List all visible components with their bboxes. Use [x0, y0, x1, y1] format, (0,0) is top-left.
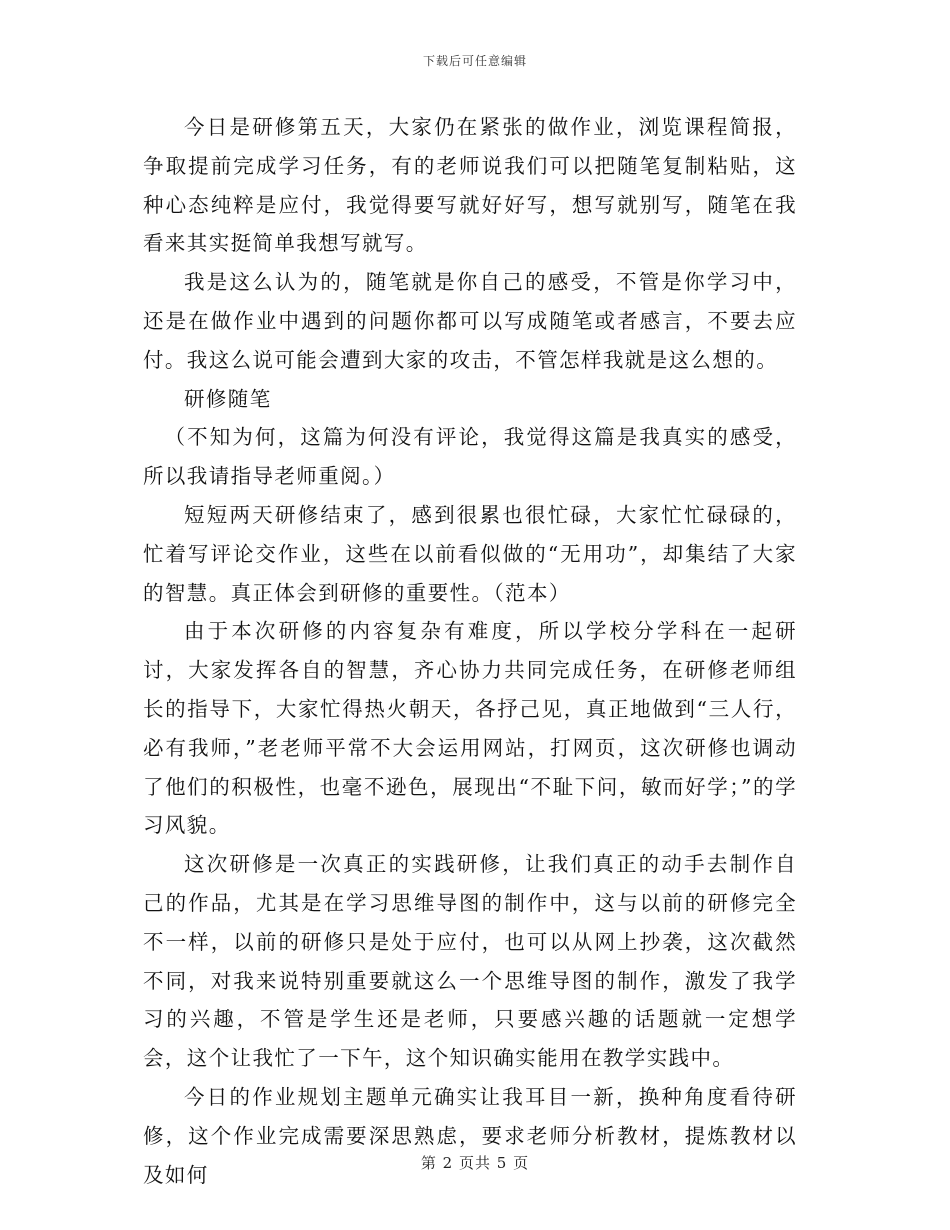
paragraph-5: 这次研修是一次真正的实践研修，让我们真正的动手去制作自己的作品，尤其是在学习思维导图的制作中，这与以前的研修完全不一样，以前的研修只是处于应付，也可以从网上抄袭，这次截然不同，对我来说特别重要就这么一个思维导图的制作，激发了我学习的兴趣，不管是学生还是老师，只要感兴趣的话题就一定想学会，这个让我忙了一下午，这个知识确实能用在教学实践中。	[143, 852, 797, 1071]
paragraph-4: 由于本次研修的内容复杂有难度，所以学校分学科在一起研讨，大家发挥各自的智慧，齐心协力共同完成任务，在研修老师组长的指导下，大家忙得热火朝天，各抒己见，真正地做到“三人行，必有我师，”老老师平常不大会运用网站，打网页，这次研修也调动了他们的积极性，也毫不逊色，展现出“不耻下问，敏而好学；”的学习风貌。	[143, 619, 797, 838]
document-body	[143, 108, 797, 1194]
paragraph-1: 今日是研修第五天，大家仍在紧张的做作业，浏览课程简报，争取提前完成学习任务，有的老师说我们可以把随笔复制粘贴，这种心态纯粹是应付，我觉得要写就好好写，想写就别写，随笔在我看来其实挺简单我想写就写。	[143, 115, 797, 256]
page-footer: 第 2 页共 5 页	[420, 1154, 530, 1172]
paragraph-6: 今日的作业规划主题单元确实让我耳目一新，换种角度看待研修，这个作业完成需要深思熟虑，要求老师分析教材，提炼教材以及如何	[143, 1084, 797, 1187]
paragraph-3: 短短两天研修结束了，感到很累也很忙碌，大家忙忙碌碌的，忙着写评论交作业，这些在以前看似做的“无用功”，却集结了大家的智慧。真正体会到研修的重要性。（范本）	[143, 502, 797, 605]
paragraph-note: （不知为何，这篇为何没有评论，我觉得这篇是我真实的感受，所以我请指导老师重阅。）	[143, 425, 797, 489]
paragraph-2: 我是这么认为的，随笔就是你自己的感受，不管是你学习中，还是在做作业中遇到的问题你都可以写成随笔或者感言，不要去应付。我这么说可能会遭到大家的攻击，不管怎样我就是这么想的。	[143, 270, 797, 372]
page-header: 下载后可任意编辑	[422, 54, 527, 68]
section-heading: 研修随笔	[184, 386, 272, 411]
